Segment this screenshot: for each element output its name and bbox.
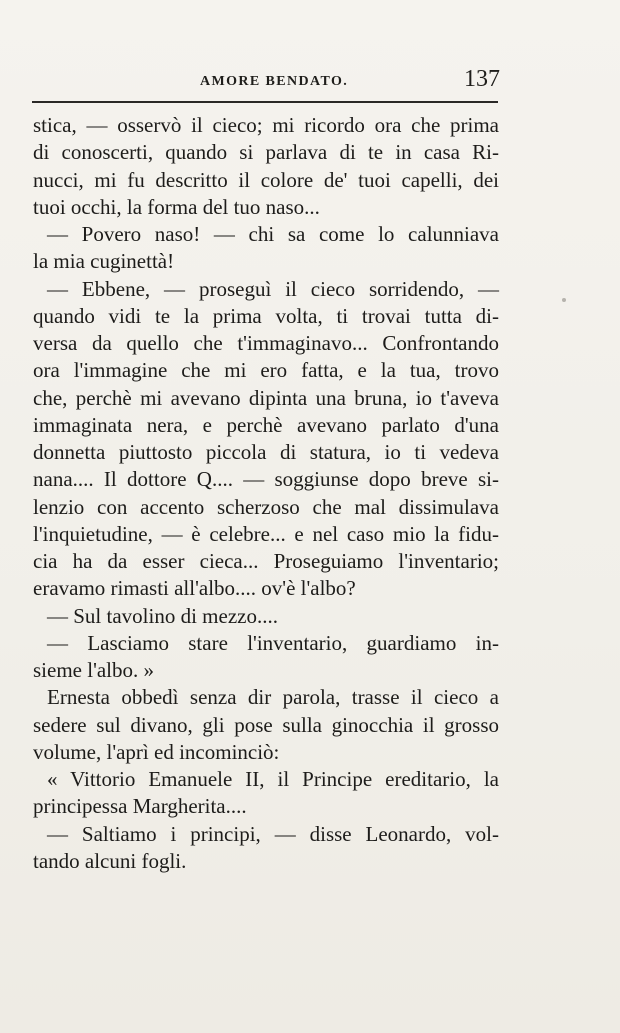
text-line: Ernesta obbedì senza dir parola, trasse il cieco a [47,685,499,710]
text-line: nana.... Il dottore Q.... — soggiunse dopo breve si- [33,467,499,492]
page-number: 137 [464,66,500,92]
text-line: « Vittorio Emanuele II, il Principe ereditario, la [47,767,499,791]
paper-speck [562,298,566,302]
text-line: lenzio con accento scherzoso che mal dissimulava [33,494,499,519]
text-line: — Lasciamo stare l'inventario, guardiamo in- [47,630,499,655]
text-line: donnetta piuttosto piccola di statura, io ti vedeva [33,440,499,464]
text-line: — Povero naso! — chi sa come lo calunniava [47,222,499,246]
page-header [32,64,500,98]
text-line: stica, — osservò il cieco; mi ricordo ora che prima [33,113,499,137]
text-line: eravamo rimasti all'albo.... ov'è l'albo? [33,576,356,601]
text-line: ora l'immagine che mi ero fatta, e la tua, trovo [33,358,499,383]
text-line: nucci, mi fu descritto il colore de' tuoi capelli, dei [33,167,499,192]
text-line: — Sul tavolino di mezzo.... [47,603,278,628]
running-title: AMORE BENDATO. [200,74,349,89]
text-line: l'inquietudine, — è celebre... e nel caso mio la fidu- [33,521,499,546]
text-line: cia ha da esser cieca... Proseguiamo l'inventario; [33,549,499,573]
header-rule [32,101,498,103]
text-line: versa da quello che t'immaginavo... Confrontando [33,331,499,355]
text-line: che, perchè mi avevano dipinta una bruna, io t'aveva [33,385,499,410]
text-line: la mia cuginettà! [33,249,175,274]
text-line: principessa Margherita.... [33,794,247,819]
text-line: — Ebbene, — proseguì il cieco sorridendo, — [47,276,499,301]
text-line: tuoi occhi, la forma del tuo naso... [33,194,320,219]
text-line: — Saltiamo i principi, — disse Leonardo, vol- [47,821,499,846]
text-line: immaginata nera, e perchè avevano parlato d'una [33,412,499,437]
text-line: tando alcuni fogli. [33,848,187,873]
text-line: volume, l'aprì ed incominciò: [33,739,280,764]
text-line: di conoscerti, quando si parlava di te in casa Ri- [33,140,499,165]
text-line: sieme l'albo. » [33,658,155,682]
text-line: sedere sul divano, gli pose sulla ginocchia il grosso [33,712,499,737]
text-line: quando vidi te la prima volta, ti trovai tutta di- [33,303,499,328]
body-text [33,112,499,875]
